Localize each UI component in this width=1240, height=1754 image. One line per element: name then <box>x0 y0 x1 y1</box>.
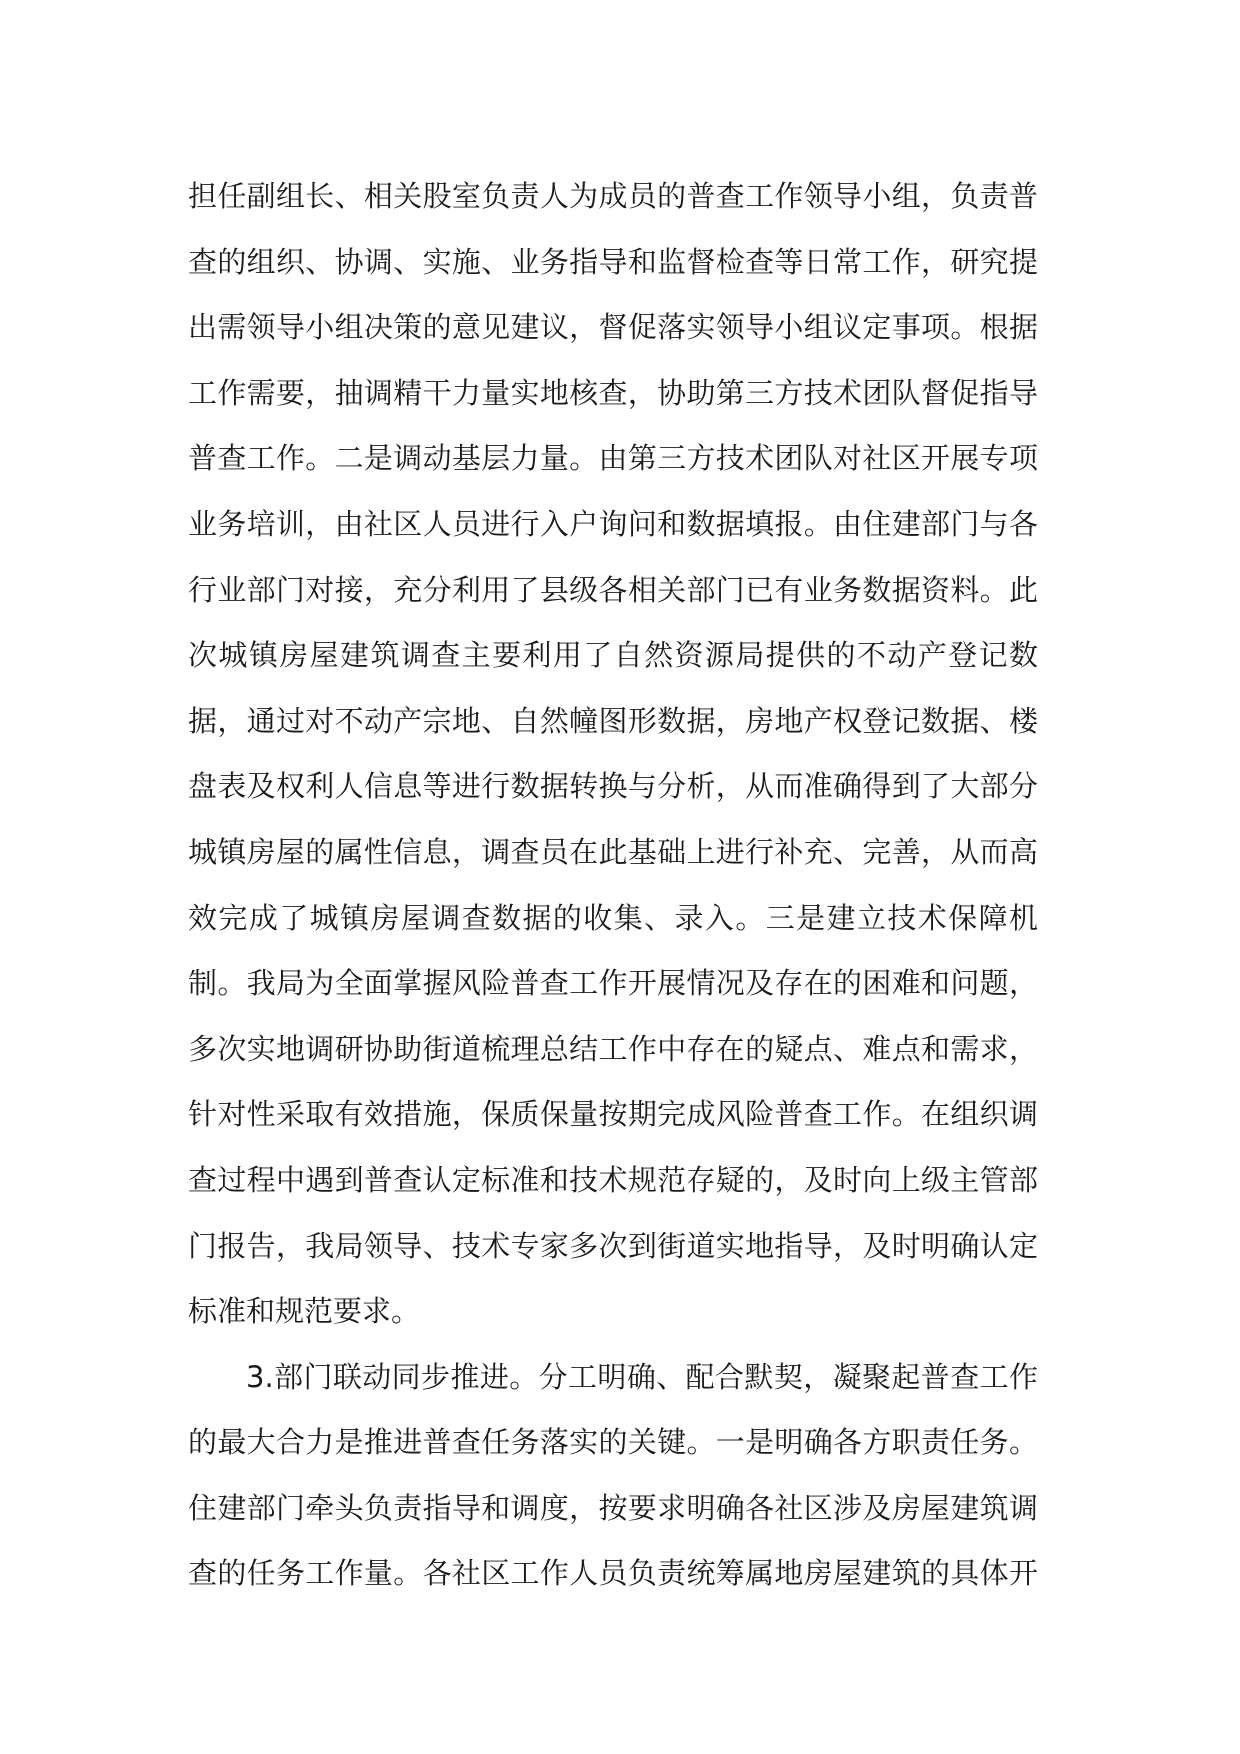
body-text <box>188 172 1038 1615</box>
paragraph-2-line-4: 查的任务工作量。各社区工作人员负责统筹属地房屋建筑的具体开 <box>188 1556 1038 1591</box>
paragraph-1-line-3: 出需领导小组决策的意见建议，督促落实领导小组议定事项。根据 <box>188 310 1038 345</box>
paragraph-1-line-10: 盘表及权利人信息等进行数据转换与分析，从而准确得到了大部分 <box>188 769 1038 804</box>
paragraph-1-line-8: 次城镇房屋建筑调查主要利用了自然资源局提供的不动产登记数 <box>188 638 1038 673</box>
paragraph-1-line-5: 普查工作。二是调动基层力量。由第三方技术团队对社区开展专项 <box>188 441 1038 476</box>
paragraph-2-line-3: 住建部门牵头负责指导和调度，按要求明确各社区涉及房屋建筑调 <box>188 1490 1038 1525</box>
paragraph-2 <box>188 1353 1038 1615</box>
paragraph-1-line-14: 多次实地调研协助街道梳理总结工作中存在的疑点、难点和需求， <box>188 1031 1038 1066</box>
paragraph-1-line-9: 据，通过对不动产宗地、自然幢图形数据，房地产权登记数据、楼 <box>188 703 1038 738</box>
paragraph-1-line-4: 工作需要，抽调精干力量实地核查，协助第三方技术团队督促指导 <box>188 375 1038 410</box>
paragraph-1-line-11: 城镇房屋的属性信息，调查员在此基础上进行补充、完善，从而高 <box>188 834 1038 869</box>
paragraph-1 <box>188 172 1038 1353</box>
paragraph-1-line-15: 针对性采取有效措施，保质保量按期完成风险普查工作。在组织调 <box>188 1097 1038 1132</box>
paragraph-1-line-13: 制。我局为全面掌握风险普查工作开展情况及存在的困难和问题， <box>188 966 1038 1001</box>
paragraph-1-line-12: 效完成了城镇房屋调查数据的收集、录入。三是建立技术保障机 <box>188 900 1038 935</box>
paragraph-1-line-16: 查过程中遇到普查认定标准和技术规范存疑的，及时向上级主管部 <box>188 1162 1038 1197</box>
paragraph-2-line-1: 3.部门联动同步推进。分工明确、配合默契，凝聚起普查工作 <box>246 1359 1038 1394</box>
paragraph-1-line-18: 标准和规范要求。 <box>188 1294 421 1329</box>
paragraph-2-line-2: 的最大合力是推进普查任务落实的关键。一是明确各方职责任务。 <box>188 1425 1038 1460</box>
paragraph-1-line-1: 担任副组长、相关股室负责人为成员的普查工作领导小组，负责普 <box>188 179 1038 213</box>
paragraph-1-line-6: 业务培训，由社区人员进行入户询问和数据填报。由住建部门与各 <box>188 506 1038 541</box>
paragraph-1-line-7: 行业部门对接，充分利用了县级各相关部门已有业务数据资料。此 <box>188 572 1038 607</box>
paragraph-1-line-2: 查的组织、协调、实施、业务指导和监督检查等日常工作，研究提 <box>188 244 1038 279</box>
paragraph-1-line-17: 门报告，我局领导、技术专家多次到街道实地指导，及时明确认定 <box>188 1228 1038 1263</box>
